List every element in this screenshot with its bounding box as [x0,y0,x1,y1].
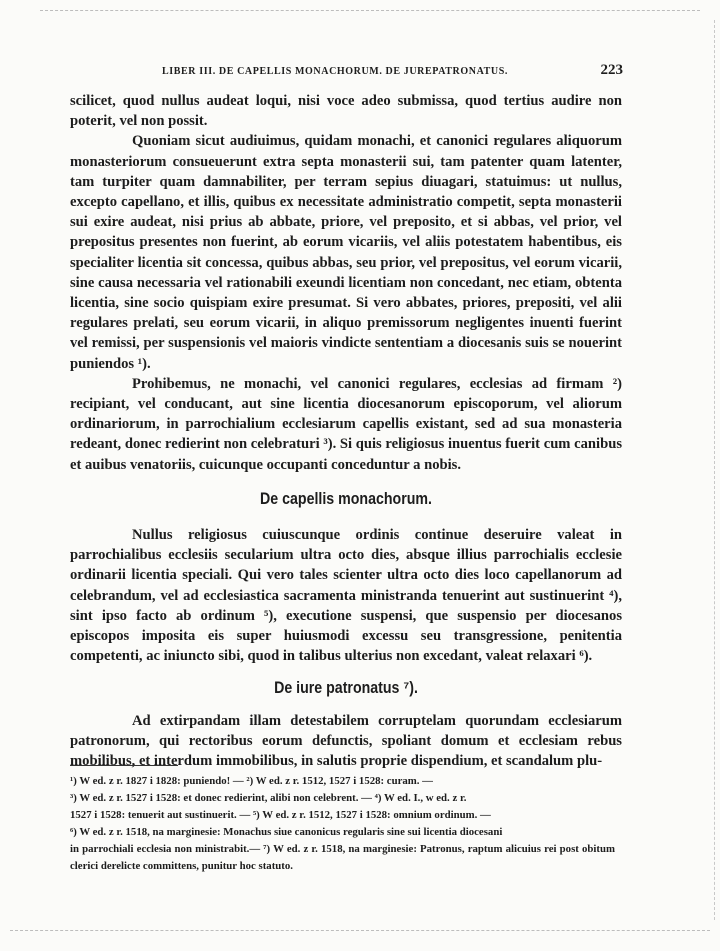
main-text [70,91,622,771]
page-number: 223 [600,62,623,78]
footnote-line: in parrochiali ecclesia non ministrabit.— ⁷) W ed. z r. 1518, na marginesie: Patronus, raptum alicuius rei post obitum clerici derelicte committens, punitur hoc statuto. [70,842,615,872]
section-heading: De capellis monachorum. [260,489,432,508]
paragraph: Prohibemus, ne monachi, vel canonici regulares, ecclesias ad firmam ²) recipiant, vel conducant, aut sine licentia diocesanorum episcoporum, vel aliorum ordinariorum, in parrochialium ecclesiarum capellis existant, sed ad sua monasteria redeant, donec redierint non celebraturi ³). Si quis religiosus inuentus fuerit cum canibus et auibus venatoriis, cuicunque occupanti conceduntur a nobis. [70,375,622,473]
footnote-line: ¹) W ed. z r. 1827 i 1828: puniendo! — ²) W ed. z r. 1512, 1527 i 1528: curam. — [70,775,433,787]
footnote-divider [70,765,178,766]
page-header [70,62,623,82]
running-title: LIBER III. DE CAPELLIS MONACHORUM. DE JUREPATRONATUS. [162,66,508,77]
paragraph: Ad extirpandam illam detestabilem corruptelam quorundam ecclesiarum patronorum, qui rectoribus eorum defunctis, spoliant domum et ecclesiam rebus mobilibus, et interdum immobilibus, in salutis proprie dispendium, et scandalum plu- [70,712,622,770]
scan-edge-right [714,20,715,920]
footnote-line: ⁶) W ed. z r. 1518, na marginesie: Monachus siue canonicus regularis sine sui licentia diocesani [70,825,503,838]
scan-edge-bottom [10,930,710,931]
scan-edge-top [40,10,700,11]
paragraph: scilicet, quod nullus audeat loqui, nisi voce adeo submissa, quod tertius audire non poterit, vel non possit. [70,93,622,130]
footnote-line: 1527 i 1528: tenuerit aut sustinuerit. — ⁵) W ed. z r. 1512, 1527 i 1528: omnium ordinum. — [70,808,491,821]
paragraph: Nullus religiosus cuiuscunque ordinis continue deseruire valeat in parrochialibus ecclesiis secularium ultra octo dies, absque illius parrochialis ecclesie ordinarii licentia speciali. Qui vero tales scienter ultra octo dies loco capellanorum ad celebrandum, vel ad ecclesiastica sacramenta ministranda tenuerint aut sustinuerint ⁴), sint ipso facto ab ordinum ⁵), executione suspensi, que suspensio per diocesanos episcopos imposita eis super huiusmodi excessu seu transgressione, penitentia competenti, ac iniuncto sibi, quod in talibus ulterius non excedant, valeat relaxari ⁶). [70,527,622,665]
section-heading: De iure patronatus ⁷). [274,679,418,698]
footnotes [70,773,615,874]
paragraph: Quoniam sicut audiuimus, quidam monachi, et canonici regulares aliquorum monasteriorum consueuerunt extra septa monasterii sui, tam patenter quam latenter, tam turpiter quam damnabiliter, per terram sepius diuagari, statuimus: ut nullus, excepto capellano, et illis, quibus ex necessitate administratio competit, septa monasterii sui exire audeat, nisi prius ab abbate, priore, vel preposito, et si abbas, vel prior, vel prepositus presentes non fuerint, ab eorum vicariis, vel aliis potestatem habentibus, eis specialiter licentia sit concessa, quibus abbas, seu prior, vel prepositus, vel eorum vicarii, sine causa necessaria vel rationabili exeundi licentiam non concedant, nec etiam, obtenta licentia, sine socio quispiam exire presumat. Si vero abbates, priores, prepositi, vel alii regulares prelati, seu eorum vicarii, in aliquo premissorum negligentes inuenti fuerint vel remissi, per suspensionis vel maioris vindicte sententiam a diocesanis suis se nouerint puniendos ¹). [70,133,622,372]
footnote-line: ³) W ed. z r. 1527 i 1528: et donec redierint, alibi non celebrent. — ⁴) W ed. I., w ed. z r. [70,791,467,804]
